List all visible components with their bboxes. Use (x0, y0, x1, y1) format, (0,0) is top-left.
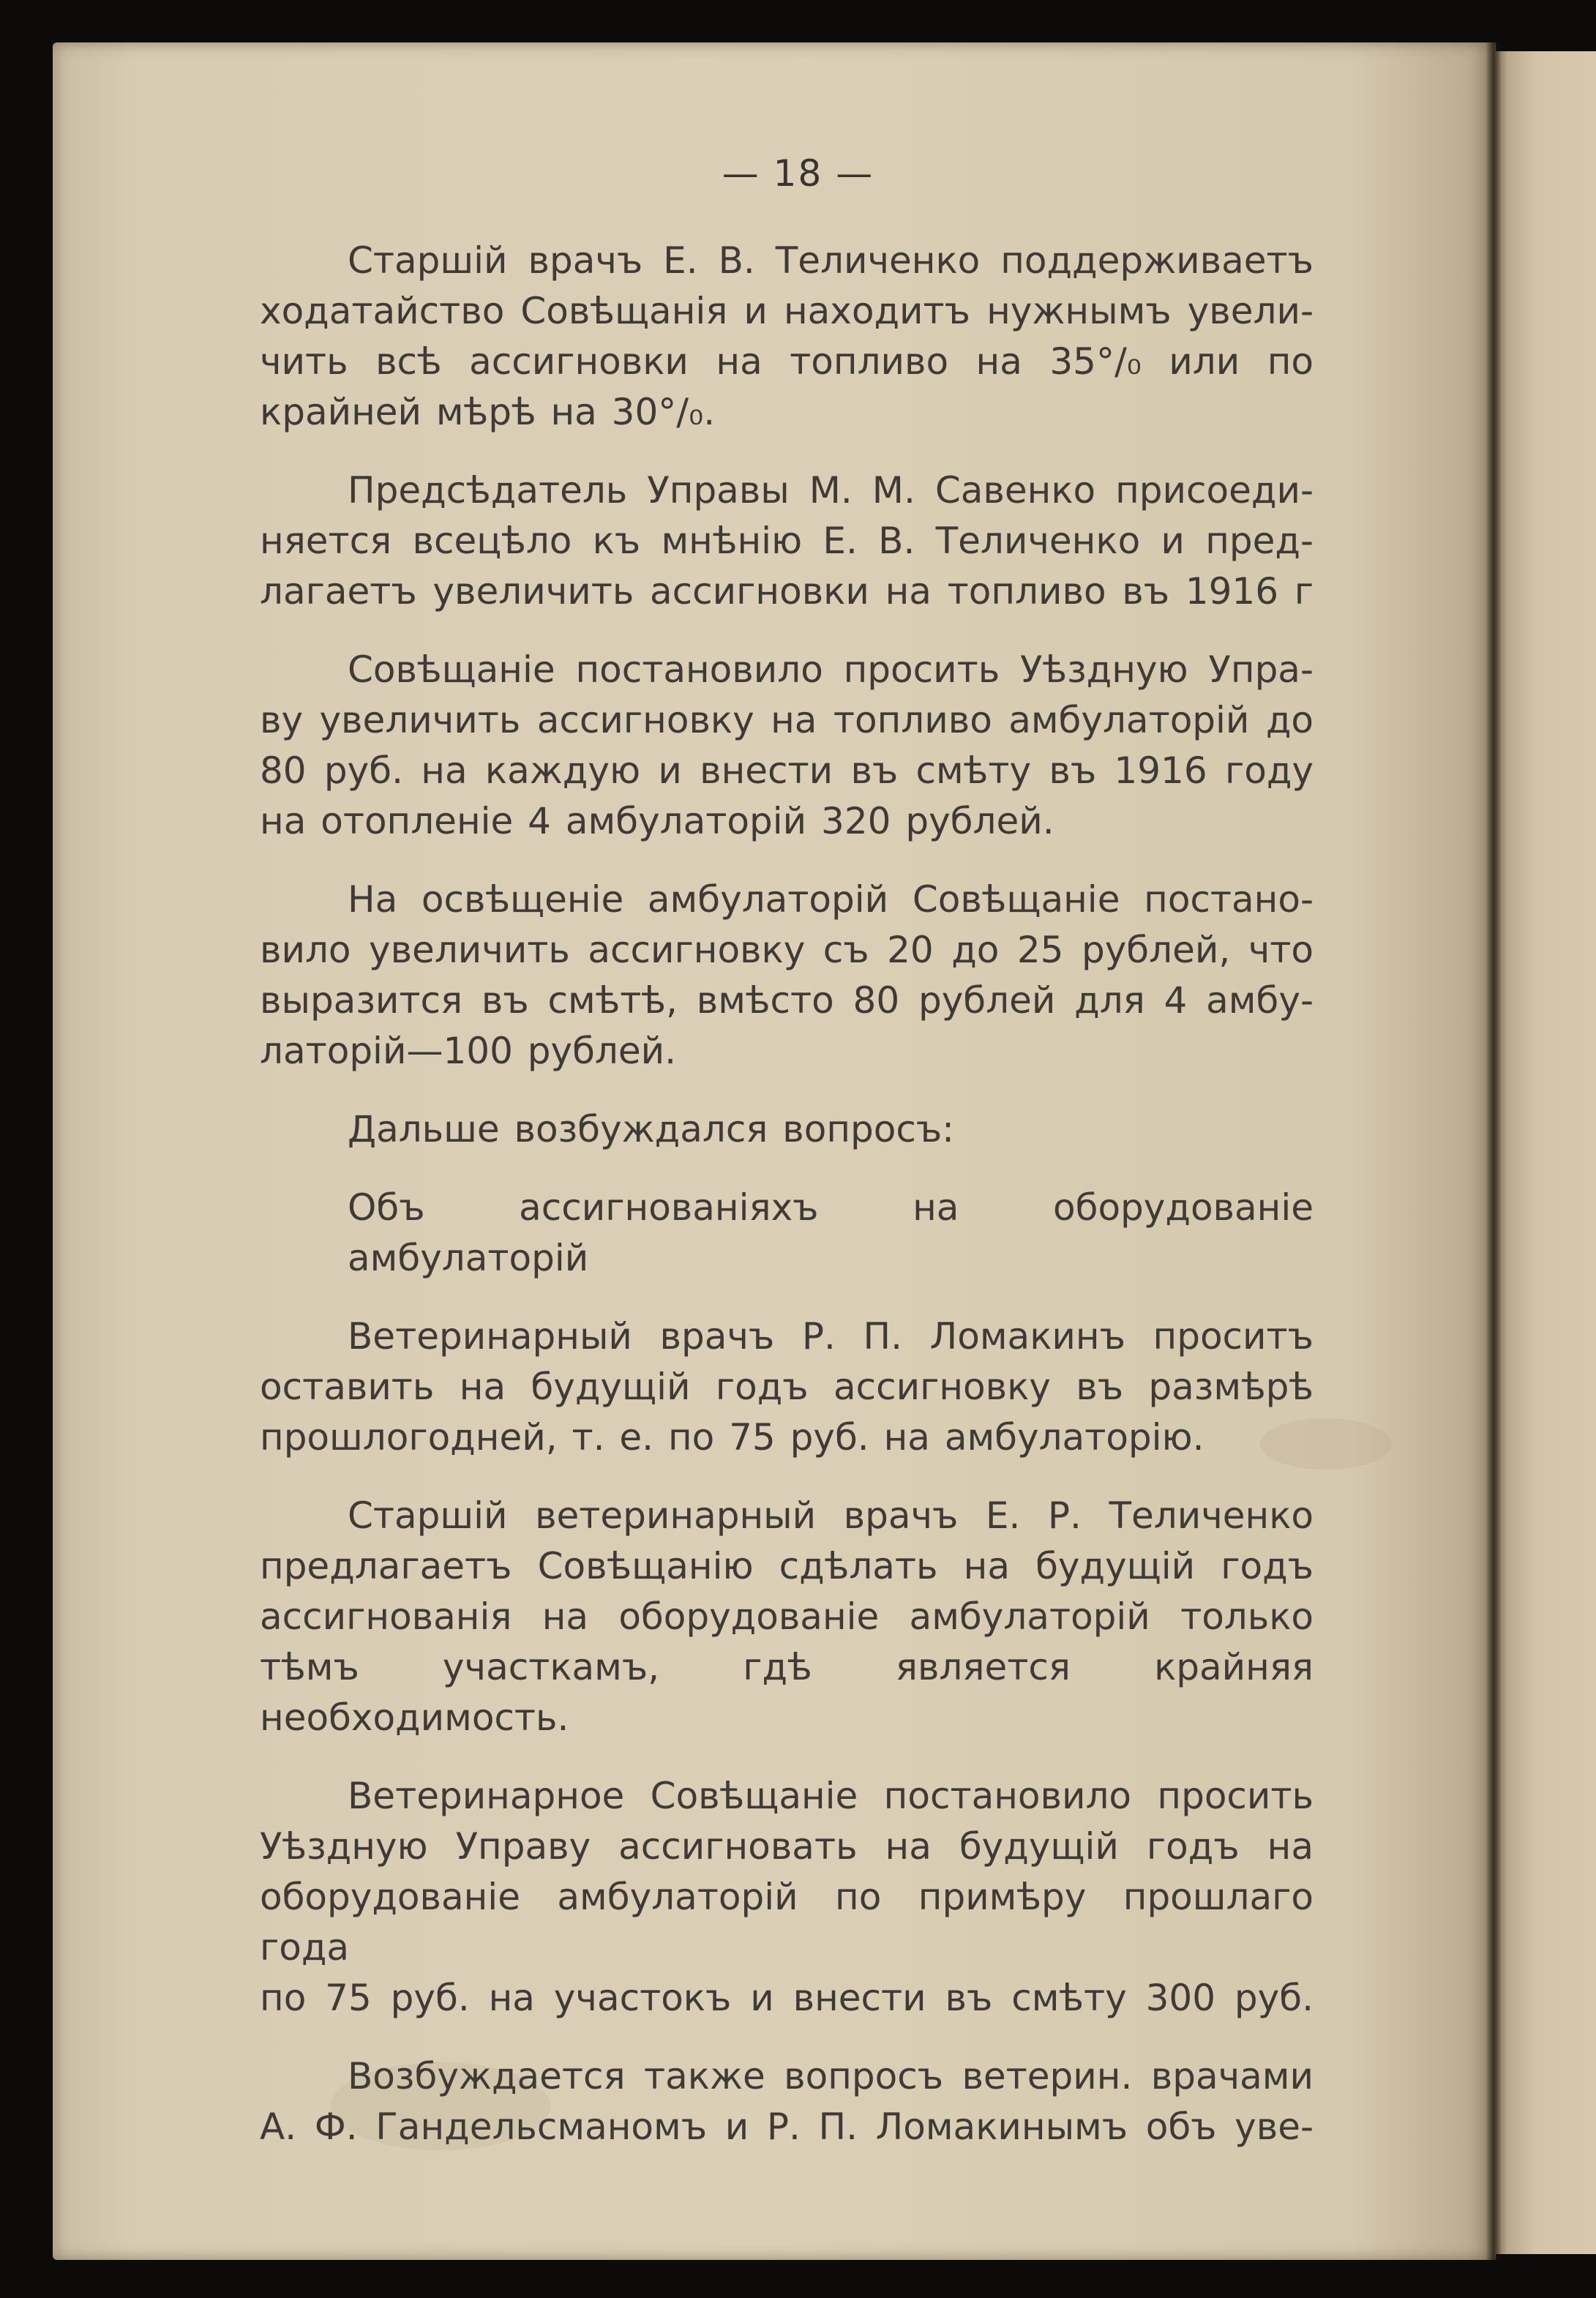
paragraph (260, 1771, 1314, 2024)
text-line: Старшій врачъ Е. В. Теличенко поддерживаетъ (348, 239, 1314, 282)
text-line: 80 руб. на каждую и внести въ смѣту въ 1916 году (260, 749, 1314, 792)
facing-page-edge (1496, 51, 1596, 2254)
text-line: лагаетъ увеличить ассигновки на топливо въ 1916 г (260, 570, 1314, 613)
page-number: — 18 — (722, 152, 874, 195)
text-line: ходатайство Совѣщанія и находитъ нужнымъ увели- (260, 290, 1314, 332)
text-line: крайней мѣрѣ на 30°/₀. (260, 391, 716, 433)
text-line: ву увеличить ассигновку на топливо амбулаторій до (260, 699, 1314, 741)
paragraph (260, 2051, 1314, 2152)
paragraph (260, 1311, 1314, 1463)
text-line: Дальше возбуждался вопросъ: (348, 1108, 955, 1150)
text-line: по 75 руб. на участокъ и внести въ смѣту 300 руб. (260, 1977, 1314, 2019)
paragraph (260, 465, 1314, 617)
text-line: вило увеличить ассигновку съ 20 до 25 рублей, что (260, 929, 1314, 971)
text-line: выразится въ смѣтѣ, вмѣсто 80 рублей для 4 амбу- (260, 979, 1314, 1022)
book-gutter (1486, 42, 1502, 2260)
text-line: тѣмъ участкамъ, гдѣ является крайняя необходимость. (260, 1646, 1314, 1739)
paragraph (260, 875, 1314, 1077)
text-line: прошлогодней, т. е. по 75 руб. на амбулаторію. (260, 1416, 1205, 1459)
text-line: Совѣщаніе постановило просить Уѣздную Упра- (348, 648, 1314, 691)
paragraph (260, 236, 1314, 438)
text-line: оставить на будущій годъ ассигновку въ размѣрѣ (260, 1366, 1314, 1408)
text-line: Ветеринарный врачъ Р. П. Ломакинъ проситъ (348, 1315, 1314, 1358)
text-line: Объ ассигнованіяхъ на оборудованіе амбулаторій (348, 1186, 1314, 1279)
text-line: ассигнованія на оборудованіе амбулаторій только (260, 1595, 1314, 1638)
paragraph (260, 1104, 1314, 1155)
text-line: Старшій ветеринарный врачъ Е. Р. Теличенко (348, 1494, 1314, 1537)
page-body (260, 236, 1314, 2180)
text-line: Предсѣдатель Управы М. М. Савенко присоеди- (348, 469, 1314, 512)
section-heading (260, 1183, 1314, 1284)
text-line: няется всецѣло къ мнѣнію Е. В. Теличенко и пред- (260, 520, 1314, 562)
text-line: чить всѣ ассигновки на топливо на 35°/₀ или по (260, 340, 1314, 383)
text-line: предлагаетъ Совѣщанію сдѣлать на будущій годъ (260, 1545, 1314, 1587)
text-line: А. Ф. Гандельсманомъ и Р. П. Ломакинымъ объ уве- (260, 2106, 1314, 2148)
text-line: Ветеринарное Совѣщаніе постановило просить (348, 1775, 1314, 1817)
text-line: Уѣздную Управу ассигновать на будущій годъ на (260, 1825, 1314, 1868)
text-line: Возбуждается также вопросъ ветерин. врачами (348, 2055, 1314, 2097)
text-line: На освѣщеніе амбулаторій Совѣщаніе постано- (348, 878, 1314, 921)
text-line: оборудованіе амбулаторій по примѣру прошлаго года (260, 1876, 1314, 1969)
paragraph (260, 645, 1314, 847)
text-line: латорій—100 рублей. (260, 1030, 677, 1072)
paragraph (260, 1491, 1314, 1743)
text-line: на отопленіе 4 амбулаторій 320 рублей. (260, 800, 1054, 842)
